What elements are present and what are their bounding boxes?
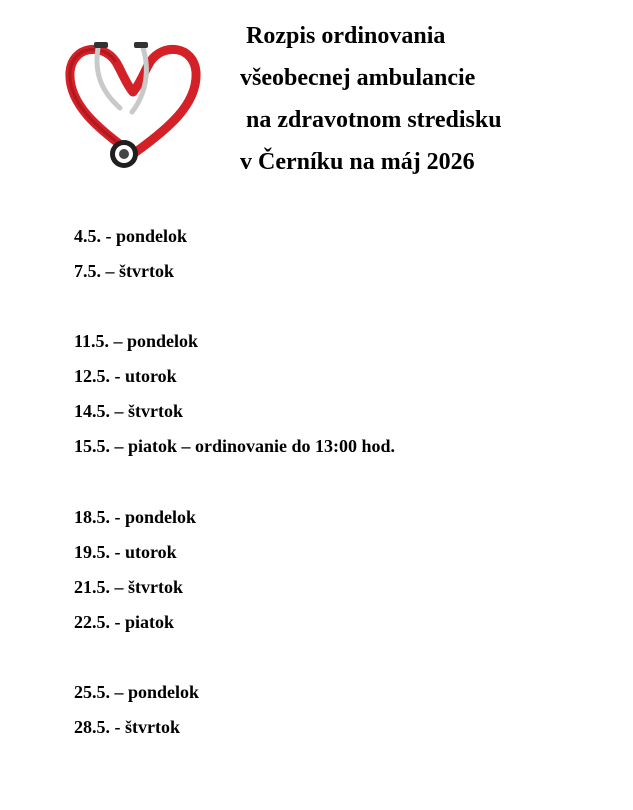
schedule-entry: 12.5. - utorok xyxy=(74,366,177,386)
schedule-entry: 7.5. – štvrtok xyxy=(74,261,174,281)
schedule-entry: 19.5. - utorok xyxy=(74,542,177,562)
schedule-entry: 22.5. - piatok xyxy=(74,612,175,632)
schedule-list xyxy=(74,0,594,810)
schedule-entry: 14.5. – štvrtok xyxy=(74,401,183,421)
title-line-1: Rozpis ordinovania xyxy=(246,23,446,49)
schedule-entry: 15.5. – piatok – ordinovanie do 13:00 hod. xyxy=(74,436,396,456)
schedule-entry: 28.5. - štvrtok xyxy=(74,717,180,737)
schedule-entry: 18.5. - pondelok xyxy=(74,507,197,527)
schedule-entry: 25.5. – pondelok xyxy=(74,682,200,702)
title-line-3: na zdravotnom stredisku xyxy=(246,107,502,133)
title-line-4: v Černíku na máj 2026 xyxy=(240,149,475,175)
schedule-entry: 4.5. - pondelok xyxy=(74,226,188,246)
title-line-2: všeobecnej ambulancie xyxy=(240,65,476,91)
schedule-entry: 21.5. – štvrtok xyxy=(74,577,183,597)
schedule-entry: 11.5. – pondelok xyxy=(74,331,199,351)
